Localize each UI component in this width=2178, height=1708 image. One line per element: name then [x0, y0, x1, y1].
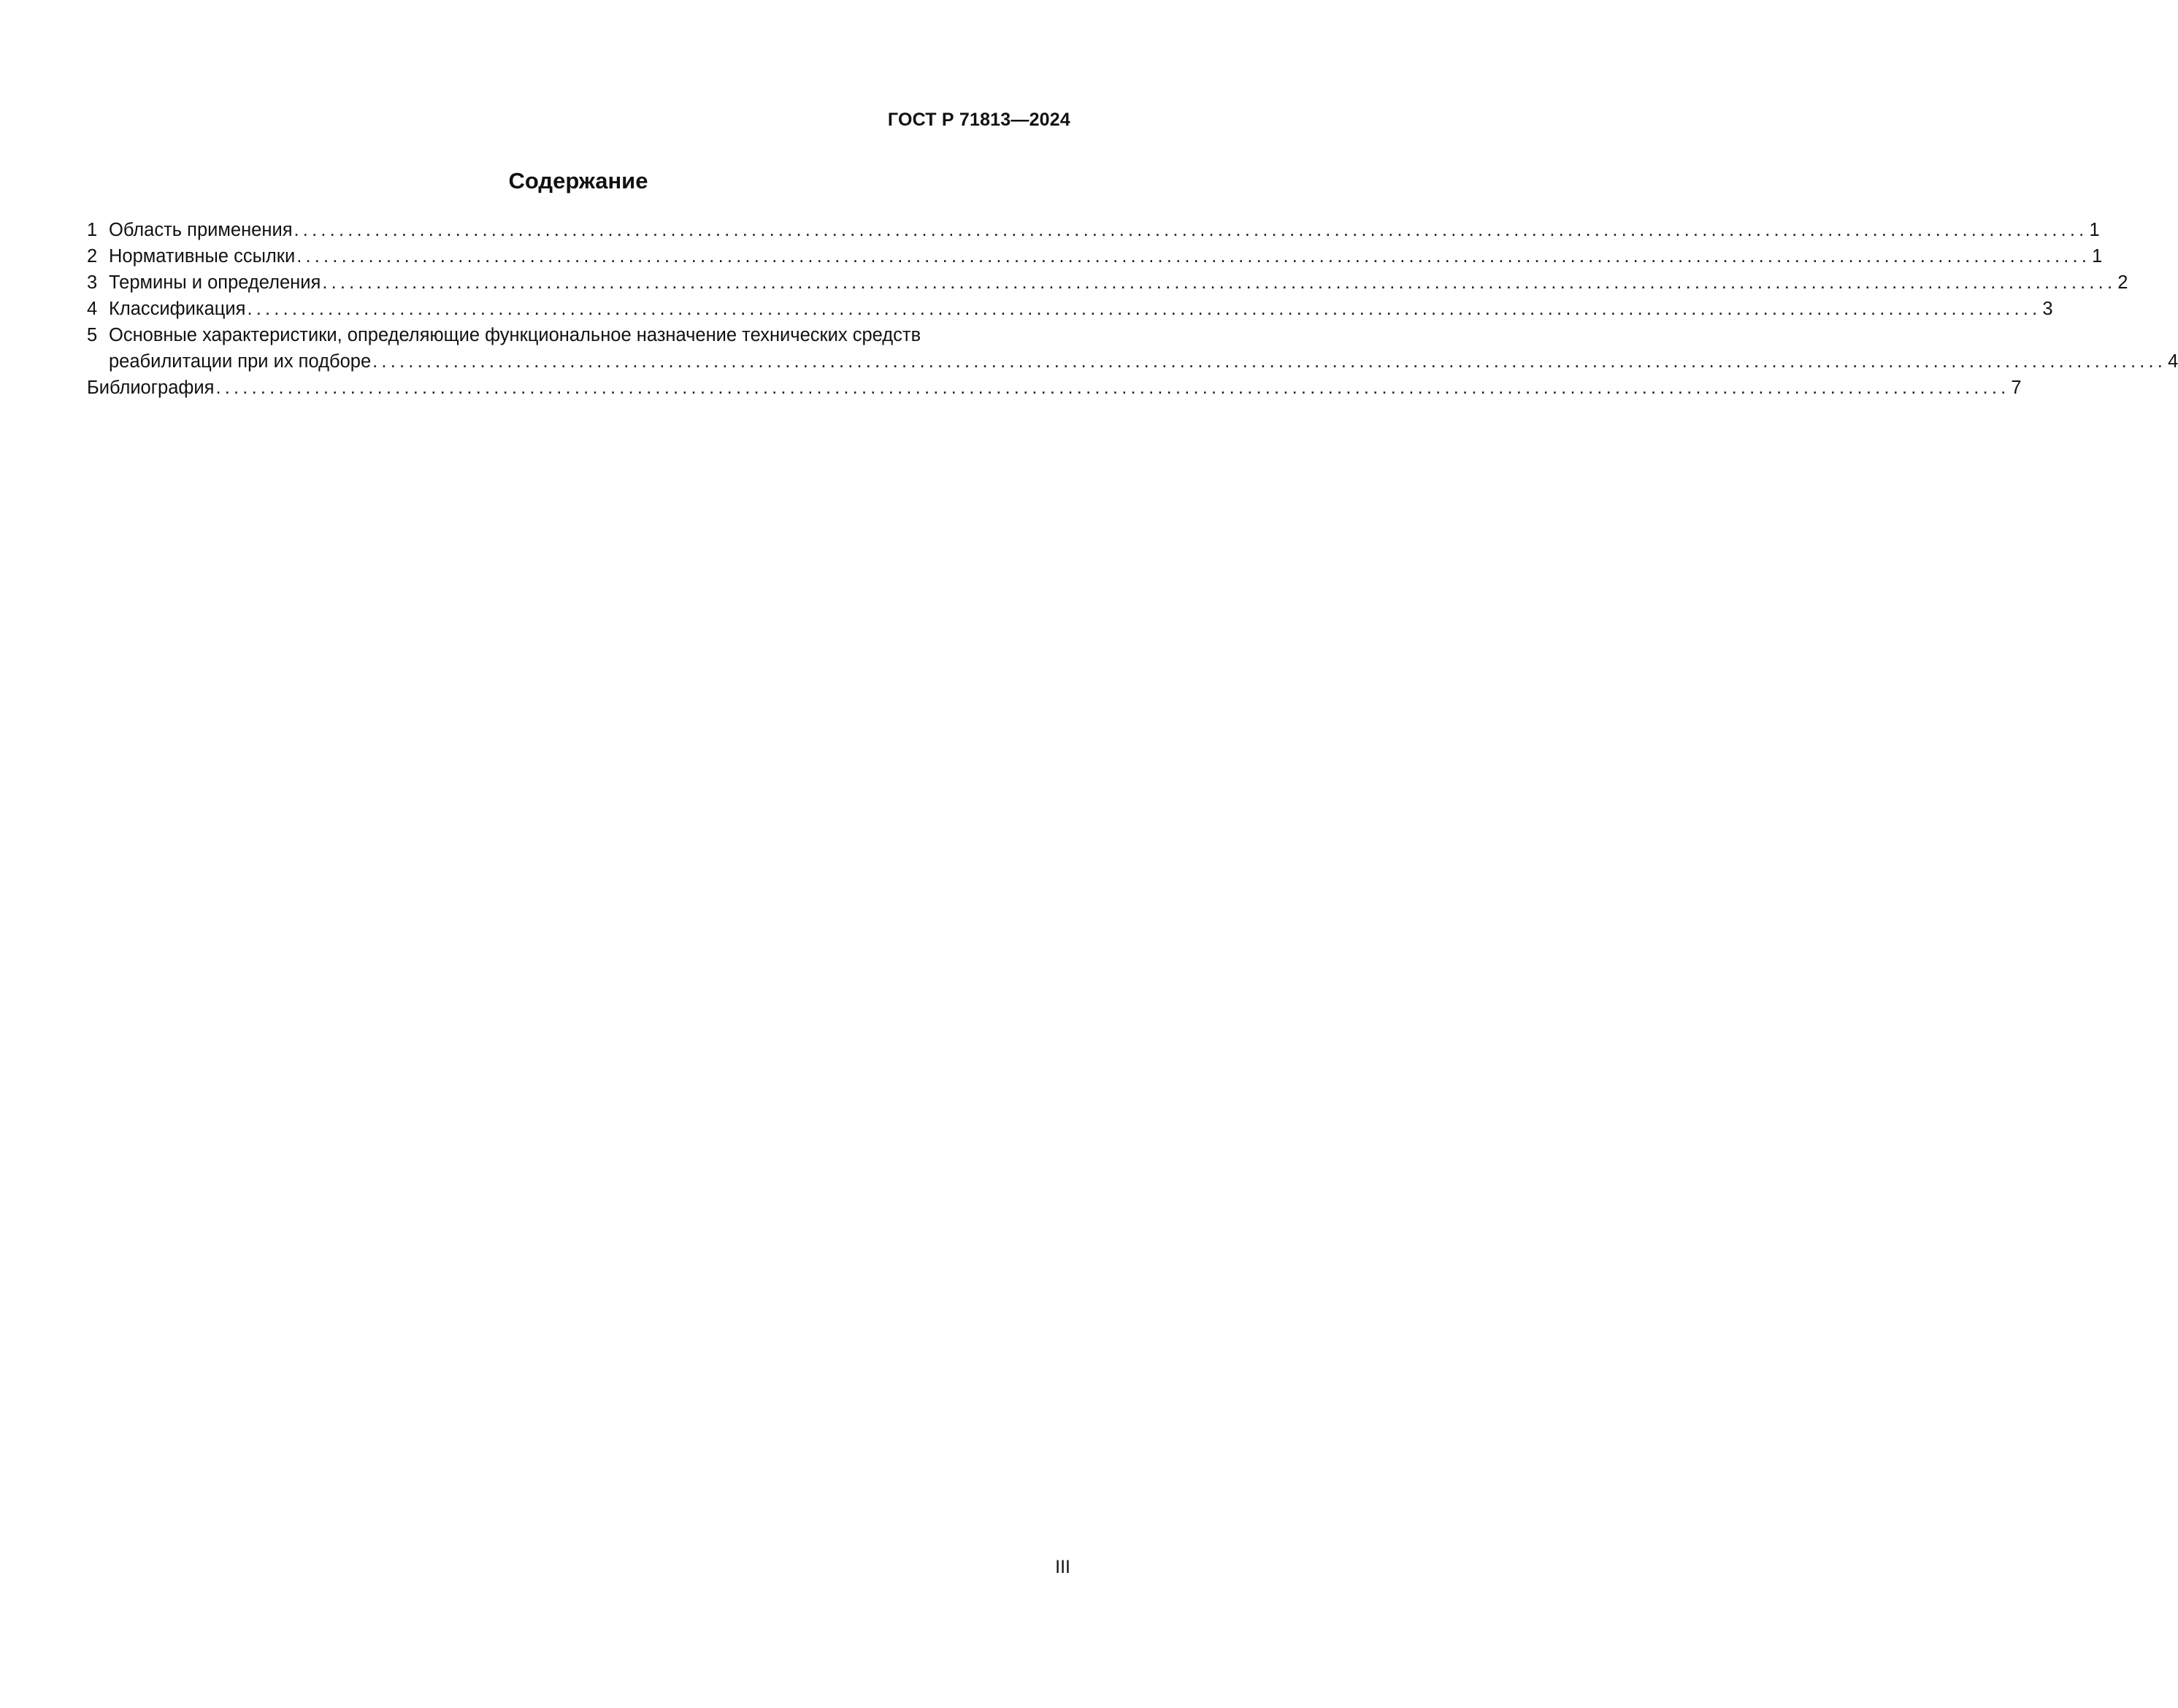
document-code: ГОСТ Р 71813—2024 [887, 110, 1070, 130]
toc-entry-label: Классификация [109, 299, 246, 319]
toc-leader-dots: ........................................................................................................................................................................................................ [294, 220, 2088, 240]
toc-entry-label: Нормативные ссылки [109, 246, 296, 267]
toc-entry-label: Термины и определения [109, 272, 321, 293]
toc-entry[interactable] [87, 217, 2100, 243]
toc-leader-dots: ........................................................................................................................................................................................................ [296, 246, 2091, 267]
toc-entry[interactable] [87, 269, 2128, 296]
toc-leader-dots: ........................................................................................................................................................................................................ [247, 299, 2041, 319]
toc-entry-number: 5 [87, 325, 98, 345]
page-number: III [1055, 1557, 1070, 1577]
toc-entry-page: 3 [2042, 299, 2053, 319]
toc-entry-page: 4 [2168, 351, 2178, 372]
toc-entry-page: 1 [2089, 220, 2100, 240]
toc-entry-number: 3 [87, 272, 98, 293]
toc-entry-number: 1 [87, 220, 98, 240]
toc-entry[interactable] [87, 243, 2103, 269]
toc-entry-label-line2: реабилитации при их подборе [109, 351, 372, 372]
toc-entry-label: Библиография [87, 378, 215, 398]
table-of-contents [87, 217, 2178, 401]
toc-leader-dots: ........................................................................................................................................................................................................ [372, 351, 2167, 372]
toc-entry-page: 1 [2092, 246, 2103, 267]
toc-entry-label-line1: Основные характеристики, определяющие функциональное назначение технических средств [109, 325, 921, 345]
toc-title: Содержание [508, 168, 648, 194]
toc-entry-bibliography[interactable] [87, 375, 2022, 401]
toc-leader-dots: ........................................................................................................................................................................................................ [215, 378, 2010, 398]
toc-entry-label: Область применения [109, 220, 293, 240]
toc-entry[interactable] [87, 296, 2053, 322]
toc-entry-page: 7 [2011, 378, 2022, 398]
toc-entry-page: 2 [2117, 272, 2128, 293]
toc-entry-number: 4 [87, 299, 98, 319]
toc-entry-multiline-second[interactable] [87, 348, 2178, 375]
toc-entry-number: 2 [87, 246, 98, 267]
toc-entry-multiline-first[interactable] [87, 322, 1070, 348]
toc-leader-dots: ........................................................................................................................................................................................................ [322, 272, 2117, 293]
